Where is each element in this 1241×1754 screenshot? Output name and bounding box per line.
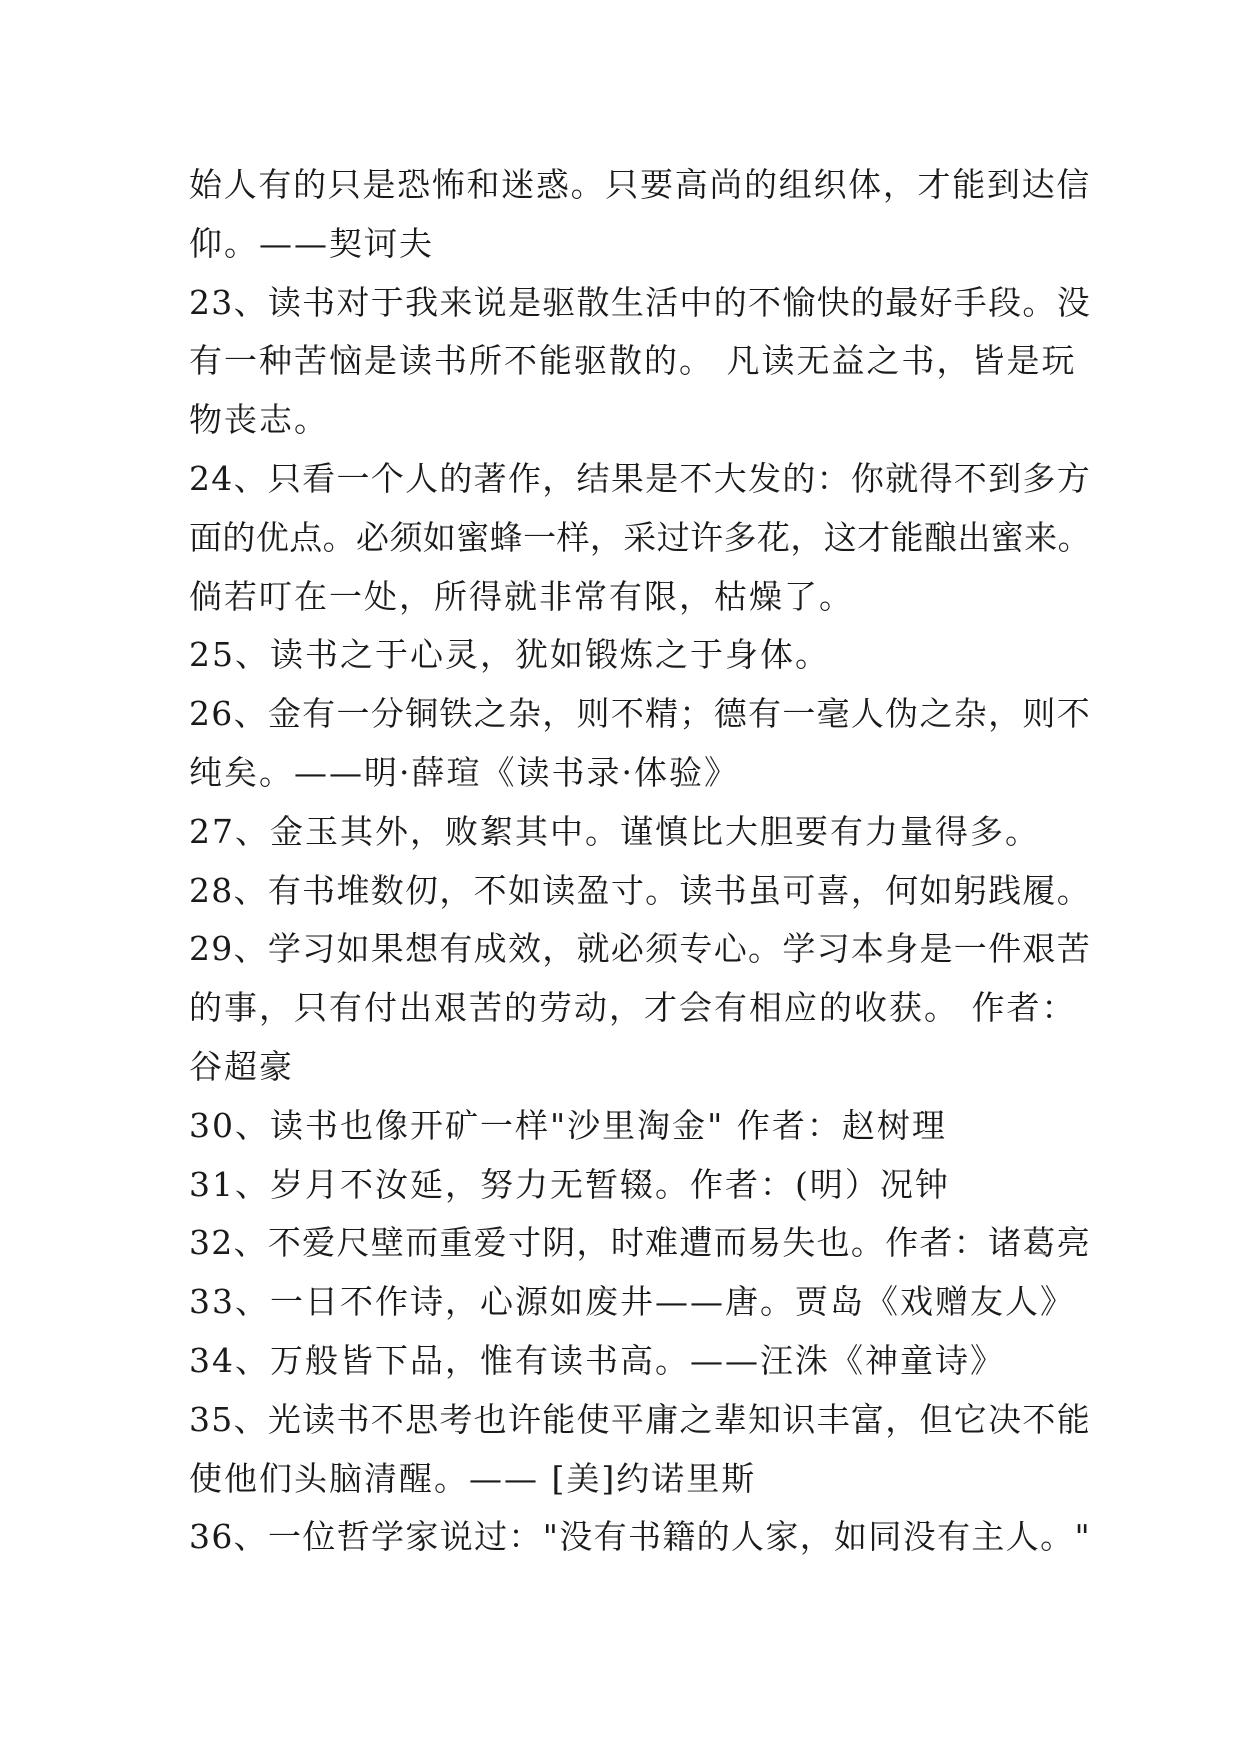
text-line: 24、只看一个人的著作，结果是不大发的：你就得不到多方 [189,458,1091,498]
text-line: 物丧志。 [189,400,329,440]
text-line: 31、岁月不汝延，努力无暂辍。作者：(明）况钟 [189,1164,950,1204]
text-line: 谷超豪 [189,1046,294,1086]
text-line: 36、一位哲学家说过："没有书籍的人家，如同没有主人。" [189,1517,1091,1557]
text-line: 26、金有一分铜铁之杂，则不精；德有一毫人伪之杂，则不 [189,694,1091,734]
text-line: 纯矣。——明·薛瑄《读书录·体验》 [189,752,739,792]
text-line: 有一种苦恼是读书所不能驱散的。 凡读无益之书，皆是玩 [189,341,1077,381]
text-line: 29、学习如果想有成效，就必须专心。学习本身是一件艰苦 [189,929,1091,969]
text-line: 仰。——契诃夫 [189,223,434,263]
document-body [189,156,1091,1567]
text-line: 的事，只有付出艰苦的劳动，才会有相应的收获。 作者： [189,988,1077,1028]
text-line: 使他们头脑清醒。—— [美]约诺里斯 [189,1458,757,1498]
text-line: 30、读书也像开矿一样"沙里淘金" 作者：赵树理 [189,1105,947,1145]
text-line: 23、读书对于我来说是驱散生活中的不愉快的最好手段。没 [189,282,1091,322]
text-line: 34、万般皆下品，惟有读书高。——汪洙《神童诗》 [189,1340,1005,1380]
text-line: 27、金玉其外，败絮其中。谨慎比大胆要有力量得多。 [189,811,1040,851]
text-line: 倘若叮在一处，所得就非常有限，枯燥了。 [189,576,854,616]
text-line: 28、有书堆数仞，不如读盈寸。读书虽可喜，何如躬践履。 [189,870,1091,910]
text-line: 始人有的只是恐怖和迷惑。只要高尚的组织体，才能到达信 [189,165,1091,204]
text-line: 35、光读书不思考也许能使平庸之辈知识丰富，但它决不能 [189,1399,1091,1439]
text-line: 32、不爱尺壁而重爱寸阴，时难遭而易失也。作者：诸葛亮 [189,1223,1091,1263]
text-line: 33、一日不作诗，心源如废井——唐。贾岛《戏赠友人》 [189,1282,1075,1322]
text-line: 面的优点。必须如蜜蜂一样，采过许多花，这才能酿出蜜来。 [189,517,1091,557]
text-line: 25、读书之于心灵，犹如锻炼之于身体。 [189,635,830,675]
